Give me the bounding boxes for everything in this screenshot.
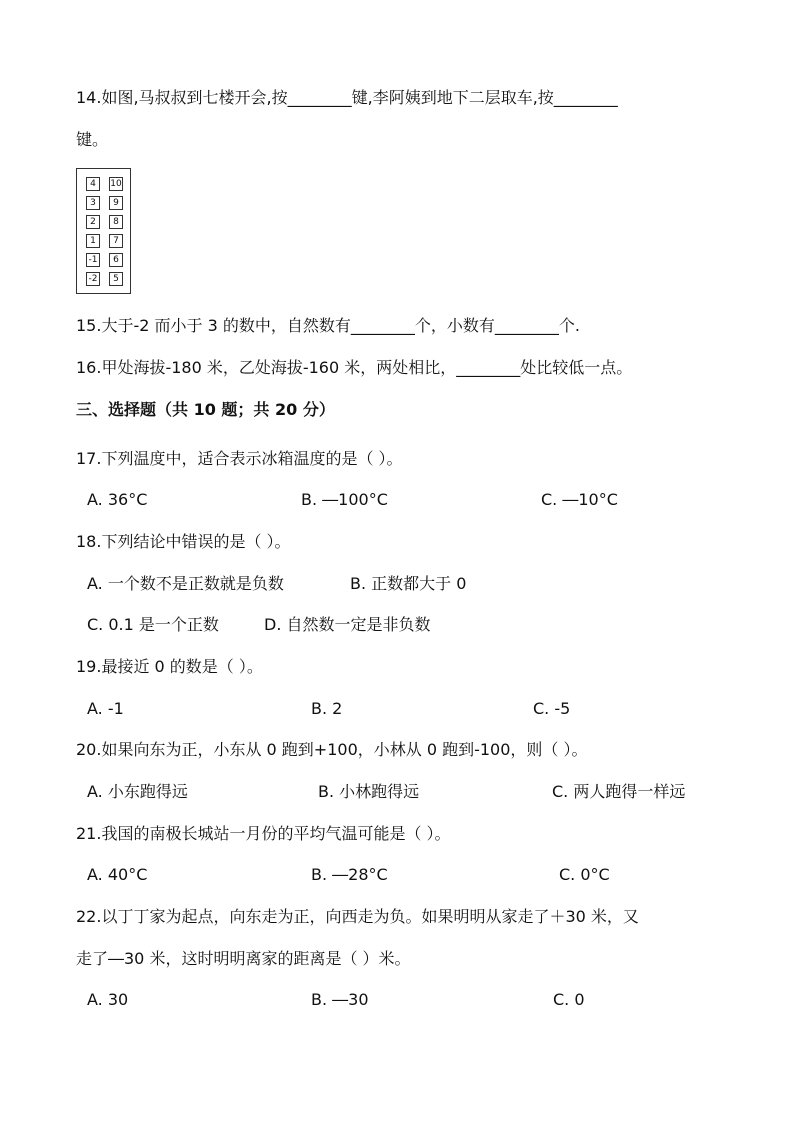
q17-option-a: A. 36°C [87,490,148,509]
q14-text-line2: 键。 [76,130,109,149]
elevator-button: -1 [86,253,100,267]
elevator-button: 4 [86,177,100,191]
q21-option-a: A. 40°C [87,865,148,884]
q19-option-a: A. -1 [87,699,124,718]
section-heading: 三、选择题（共 10 题；共 20 分） [76,400,335,419]
q22-option-a: A. 30 [87,990,129,1009]
q22-text-line2: 走了―30 米，这时明明离家的距离是（ ）米。 [76,949,411,968]
q20-option-b: B. 小林跑得远 [318,782,420,801]
q21-option-b: B. ―28°C [311,865,388,884]
q21-stem: 21.我国的南极长城站一月份的平均气温可能是（ ）。 [76,824,451,843]
elevator-button: 10 [110,179,122,189]
q17-option-b: B. ―100°C [301,490,388,509]
q15-text: 15.大于-2 而小于 3 的数中，自然数有________个，小数有________个. [76,316,580,335]
elevator-button: 3 [86,196,100,210]
elevator-button: 1 [86,234,100,248]
elevator-button-panel [76,168,131,294]
elevator-button: 7 [109,234,123,248]
q18-option-b: B. 正数都大于 0 [350,574,467,593]
q16-text: 16.甲处海拔-180 米，乙处海拔-160 米，两处相比，________处比较低一点。 [76,358,633,377]
q18-stem: 18.下列结论中错误的是（ ）。 [76,532,291,551]
elevator-button: 5 [109,272,123,286]
q20-option-a: A. 小东跑得远 [87,782,188,801]
q20-option-c: C. 两人跑得一样远 [552,782,686,801]
elevator-button: 8 [109,215,123,229]
q22-text-line1: 22.以丁丁家为起点，向东走为正，向西走为负。如果明明从家走了＋30 米，又 [76,907,639,926]
q22-option-b: B. ―30 [311,990,369,1009]
q22-option-c: C. 0 [553,990,585,1009]
q19-option-c: C. -5 [533,699,571,718]
q18-option-a: A. 一个数不是正数就是负数 [87,574,284,593]
q21-option-c: C. 0°C [559,865,610,884]
q20-stem: 20.如果向东为正，小东从 0 跑到+100，小林从 0 跑到-100，则（ ）。 [76,740,588,759]
elevator-button: -2 [86,272,100,286]
elevator-button: 2 [86,215,100,229]
q19-stem: 19.最接近 0 的数是（ ）。 [76,657,263,676]
q14-text-line1: 14.如图,马叔叔到七楼开会,按________键,李阿姨到地下二层取车,按________ [76,88,618,107]
elevator-button: 6 [109,253,123,267]
q18-option-d: D. 自然数一定是非负数 [264,615,431,634]
q18-option-c: C. 0.1 是一个正数 [87,615,219,634]
q17-stem: 17.下列温度中，适合表示冰箱温度的是（ ）。 [76,449,403,468]
q17-option-c: C. ―10°C [541,490,618,509]
q19-option-b: B. 2 [311,699,343,718]
elevator-button: 9 [109,196,123,210]
